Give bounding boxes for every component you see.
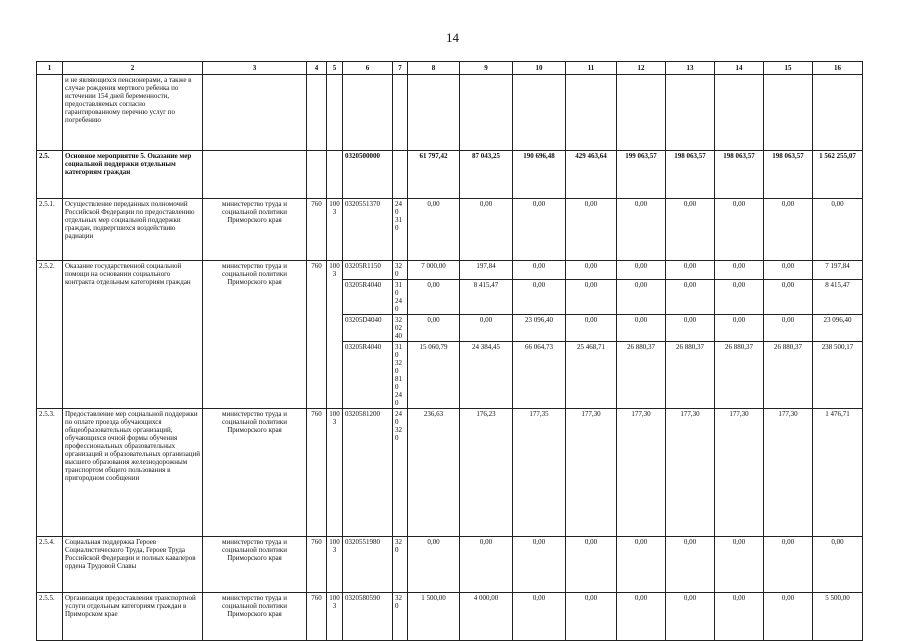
value-cell: 0,00	[408, 537, 460, 593]
value-cell: 0,00	[617, 593, 666, 641]
value-cell: 0,00	[813, 199, 863, 261]
value-cell: 177,30	[566, 409, 617, 537]
value-cell: 61 797,42	[408, 151, 460, 199]
header-cell: 9	[460, 62, 513, 75]
value-cell: 177,30	[764, 409, 813, 537]
value-cell: 7 000,00	[408, 261, 460, 280]
budget-code: 03205R4040	[343, 280, 393, 315]
header-cell: 8	[408, 62, 460, 75]
value-cell: 177,30	[666, 409, 715, 537]
value-cell: 87 043,25	[460, 151, 513, 199]
row-name: Осуществление переданных полномочий Российской Федерации по предоставлению отдельных мер социальной поддержки граждан, подвергшихся воздействию радиации	[63, 199, 203, 261]
value-cell: 0,00	[566, 537, 617, 593]
table-row	[37, 199, 863, 261]
value-cell: 0,00	[666, 537, 715, 593]
row-number: 2.5.1.	[37, 199, 63, 261]
value-cell: 0,00	[715, 199, 764, 261]
value-cell: 0,00	[617, 199, 666, 261]
value-cell: 0,00	[715, 280, 764, 315]
value-cell: 0,00	[666, 315, 715, 342]
header-cell: 14	[715, 62, 764, 75]
value-cell: 23 096,40	[513, 315, 566, 342]
header-cell: 3	[203, 62, 307, 75]
value-cell: 26 880,37	[715, 342, 764, 409]
value-cell: 0,00	[408, 315, 460, 342]
value-cell: 15 060,79	[408, 342, 460, 409]
value-cell: 0,00	[513, 280, 566, 315]
expense-type: 320	[393, 537, 408, 593]
table-row	[37, 151, 863, 199]
value-cell: 0,00	[513, 537, 566, 593]
header-cell: 16	[813, 62, 863, 75]
value-cell: 0,00	[617, 537, 666, 593]
value-cell: 0,00	[566, 199, 617, 261]
value-cell: 236,63	[408, 409, 460, 537]
value-cell: 0,00	[764, 280, 813, 315]
header-cell: 7	[393, 62, 408, 75]
executor: министерство труда и социальной политики Приморского края	[203, 261, 307, 409]
header-row	[37, 62, 863, 75]
value-cell: 8 415,47	[460, 280, 513, 315]
value-cell: 0,00	[617, 280, 666, 315]
value-cell: 0,00	[715, 537, 764, 593]
section-code: 1003	[327, 199, 343, 261]
section-code: 1003	[327, 409, 343, 537]
value-cell: 0,00	[764, 537, 813, 593]
header-cell: 2	[63, 62, 203, 75]
row-name: Организация предоставления транспортной услуги отдельным категориям граждан в Приморском крае	[63, 593, 203, 641]
value-cell: 25 468,71	[566, 342, 617, 409]
row-name: и не являющихся пенсионерами, а также в случае рождения мертвого ребенка по истечении 154 дней беременности, предоставляемых согласно гарантированному перечню услуг по погребению	[63, 75, 203, 151]
value-cell: 0,00	[715, 593, 764, 641]
table-row	[37, 409, 863, 537]
value-cell: 0,00	[460, 199, 513, 261]
value-cell: 198 063,57	[715, 151, 764, 199]
value-cell: 0,00	[715, 315, 764, 342]
value-cell: 1 500,00	[408, 593, 460, 641]
header-cell: 15	[764, 62, 813, 75]
value-cell: 0,00	[408, 199, 460, 261]
value-cell: 0,00	[513, 261, 566, 280]
value-cell: 0,00	[460, 537, 513, 593]
header-cell: 13	[666, 62, 715, 75]
section-code: 1003	[327, 261, 343, 409]
budget-code: 03205R4040	[343, 342, 393, 409]
value-cell: 0,00	[513, 593, 566, 641]
value-cell: 4 000,00	[460, 593, 513, 641]
value-cell: 1 476,71	[813, 409, 863, 537]
budget-code: 03205R1150	[343, 261, 393, 280]
value-cell: 0,00	[715, 261, 764, 280]
budget-code: 0320551980	[343, 537, 393, 593]
budget-code: 03205D4040	[343, 315, 393, 342]
value-cell: 0,00	[813, 537, 863, 593]
row-name: Основное мероприятие 5. Оказание мер социальной поддержки отдельным категориям граждан	[63, 151, 203, 199]
value-cell: 176,23	[460, 409, 513, 537]
row-number: 2.5.3.	[37, 409, 63, 537]
executor: министерство труда и социальной политики Приморского края	[203, 537, 307, 593]
grbs-code: 760	[307, 537, 327, 593]
executor: министерство труда и социальной политики Приморского края	[203, 593, 307, 641]
value-cell: 66 064,73	[513, 342, 566, 409]
expense-type: 3202 40	[393, 315, 408, 342]
expense-type: 320	[393, 261, 408, 280]
grbs-code: 760	[307, 199, 327, 261]
value-cell: 1 562 255,07	[813, 151, 863, 199]
value-cell: 7 197,84	[813, 261, 863, 280]
section-code: 1003	[327, 537, 343, 593]
value-cell: 0,00	[408, 280, 460, 315]
value-cell: 0,00	[566, 593, 617, 641]
table-row	[37, 593, 863, 641]
header-cell: 12	[617, 62, 666, 75]
table-row	[37, 537, 863, 593]
header-cell: 10	[513, 62, 566, 75]
program-table	[36, 61, 863, 641]
expense-type: 310 320 810 240	[393, 342, 408, 409]
value-cell: 24 384,45	[460, 342, 513, 409]
row-number: 2.5.5.	[37, 593, 63, 641]
table-row	[37, 75, 863, 151]
budget-code: 0320500000	[343, 151, 393, 199]
value-cell: 0,00	[617, 261, 666, 280]
value-cell: 177,35	[513, 409, 566, 537]
value-cell: 26 880,37	[666, 342, 715, 409]
expense-type: 240 320	[393, 409, 408, 537]
value-cell: 198 063,57	[666, 151, 715, 199]
value-cell: 190 696,48	[513, 151, 566, 199]
value-cell: 0,00	[460, 315, 513, 342]
value-cell: 26 880,37	[764, 342, 813, 409]
table-row	[37, 261, 863, 280]
value-cell: 0,00	[666, 199, 715, 261]
budget-code: 0320581200	[343, 409, 393, 537]
value-cell: 23 096,40	[813, 315, 863, 342]
row-number: 2.5.	[37, 151, 63, 199]
header-cell: 11	[566, 62, 617, 75]
budget-code: 0320580590	[343, 593, 393, 641]
budget-code: 0320551370	[343, 199, 393, 261]
value-cell: 0,00	[566, 280, 617, 315]
row-name: Оказание государственной социальной помощи на основании социального контракта отдельным категориям граждан	[63, 261, 203, 409]
value-cell: 0,00	[566, 261, 617, 280]
value-cell: 0,00	[666, 593, 715, 641]
section-code: 1003	[327, 593, 343, 641]
grbs-code: 760	[307, 261, 327, 409]
expense-type: 240 310	[393, 199, 408, 261]
value-cell: 0,00	[513, 199, 566, 261]
value-cell: 177,30	[715, 409, 764, 537]
value-cell: 197,84	[460, 261, 513, 280]
value-cell: 0,00	[566, 315, 617, 342]
executor: министерство труда и социальной политики Приморского края	[203, 199, 307, 261]
expense-type: 320	[393, 593, 408, 641]
value-cell: 26 880,37	[617, 342, 666, 409]
value-cell: 0,00	[764, 593, 813, 641]
grbs-code: 760	[307, 409, 327, 537]
expense-type: 310 240	[393, 280, 408, 315]
value-cell: 0,00	[764, 261, 813, 280]
value-cell: 0,00	[764, 315, 813, 342]
row-name: Социальная поддержка Героев Социалистического Труда, Героев Труда Российской Федерации и полных кавалеров ордена Трудовой Славы	[63, 537, 203, 593]
value-cell: 8 415,47	[813, 280, 863, 315]
grbs-code: 760	[307, 593, 327, 641]
header-cell: 5	[327, 62, 343, 75]
row-number: 2.5.4.	[37, 537, 63, 593]
header-cell: 6	[343, 62, 393, 75]
value-cell: 0,00	[764, 199, 813, 261]
row-name: Предоставление мер социальной поддержки по оплате проезда обучающихся общеобразовательных организаций, обучающихся очной формы обучения профессиональных образовательных организаций и образовательных организаций высшего образования железнодорожным транспортом общего пользования в пригородном сообщении	[63, 409, 203, 537]
value-cell: 198 063,57	[764, 151, 813, 199]
value-cell: 177,30	[617, 409, 666, 537]
row-number: 2.5.2.	[37, 261, 63, 409]
value-cell: 0,00	[666, 280, 715, 315]
value-cell: 199 063,57	[617, 151, 666, 199]
header-cell: 4	[307, 62, 327, 75]
executor: министерство труда и социальной политики Приморского края	[203, 409, 307, 537]
value-cell: 238 500,17	[813, 342, 863, 409]
value-cell: 429 463,64	[566, 151, 617, 199]
value-cell: 0,00	[617, 315, 666, 342]
header-cell: 1	[37, 62, 63, 75]
value-cell: 5 500,00	[813, 593, 863, 641]
page-number: 14	[446, 30, 459, 45]
value-cell: 0,00	[666, 261, 715, 280]
